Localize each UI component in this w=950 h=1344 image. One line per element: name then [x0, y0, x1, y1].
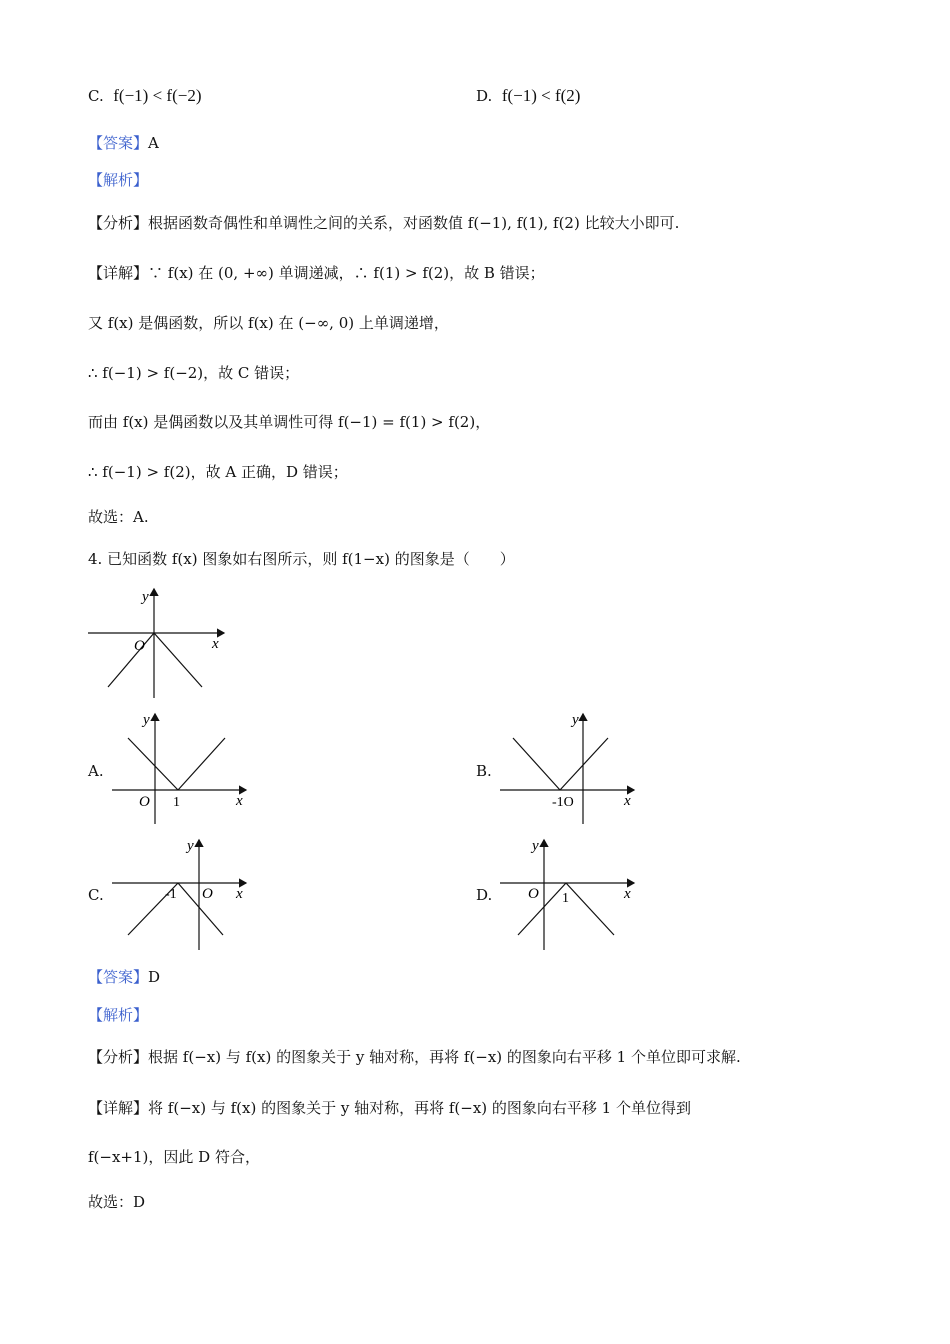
detail-prev-3: ∴ f(−1) > f(−2)，故 C 错误；	[88, 364, 300, 382]
svg-text:y: y	[572, 712, 579, 728]
question4-stem: 4. 已知函数 f(x) 图象如右图所示，则 f(1−x) 的图象是（ ）	[88, 550, 515, 568]
svg-text:-1: -1	[165, 887, 177, 902]
svg-text:O: O	[528, 886, 539, 902]
svg-text:1: 1	[562, 891, 569, 906]
fenxi-prev: 【分析】根据函数奇偶性和单调性之间的关系，对函数值 f(−1), f(1), f(2) 比较大小即可.	[88, 214, 680, 232]
svg-text:y: y	[532, 838, 539, 854]
svg-text:1: 1	[173, 795, 180, 810]
option-d: D. f(−1) < f(2)	[476, 86, 581, 105]
conclusion-q4: 故选：D	[88, 1193, 146, 1211]
right-branch	[154, 633, 202, 687]
detail-q4-1: 【详解】将 f(−x) 与 f(x) 的图象关于 y 轴对称，再将 f(−x) 的图象向右平移 1 个单位得到	[88, 1099, 691, 1117]
svg-text:O: O	[202, 886, 213, 902]
svg-text:y: y	[143, 712, 150, 728]
svg-text:x: x	[236, 886, 243, 902]
left-branch	[108, 633, 154, 687]
option-d-label: D.	[476, 886, 493, 904]
svg-text:x: x	[624, 886, 631, 902]
option-b-label: B.	[476, 762, 492, 780]
svg-text:x: x	[236, 793, 243, 809]
option-b-graph	[496, 710, 641, 828]
option-c-label: C.	[88, 886, 104, 904]
y-label: y	[142, 589, 149, 605]
main-graph	[84, 583, 234, 703]
detail-prev-5: ∴ f(−1) > f(2)，故 A 正确，D 错误；	[88, 463, 348, 481]
svg-text:x: x	[624, 793, 631, 809]
option-c-graph	[108, 836, 253, 954]
svg-text:-1O: -1O	[552, 795, 574, 810]
conclusion-prev: 故选：A.	[88, 508, 149, 526]
svg-text:y: y	[187, 838, 194, 854]
detail-prev-1: 【详解】∵ f(x) 在 (0, +∞) 单调递减，∴ f(1) > f(2)，故 B 错误；	[88, 264, 545, 282]
option-c: C. f(−1) < f(−2)	[88, 86, 202, 105]
x-label: x	[212, 636, 219, 652]
origin-label: O	[134, 638, 145, 654]
analysis-tag-prev: 【解析】	[88, 171, 149, 189]
analysis-tag-q4: 【解析】	[88, 1006, 149, 1024]
option-a-label: A.	[88, 762, 104, 780]
detail-prev-4: 而由 f(x) 是偶函数以及其单调性可得 f(−1) = f(1) > f(2)，	[88, 413, 491, 431]
svg-text:O: O	[139, 794, 150, 810]
fenxi-q4: 【分析】根据 f(−x) 与 f(x) 的图象关于 y 轴对称，再将 f(−x) 的图象向右平移 1 个单位即可求解.	[88, 1048, 741, 1066]
option-d-graph	[496, 836, 641, 954]
answer-line-prev: 【答案】A	[88, 134, 159, 152]
detail-q4-2: f(−x+1)，因此 D 符合，	[88, 1148, 260, 1166]
answer-line-q4: 【答案】D	[88, 968, 161, 986]
option-a-graph	[108, 710, 253, 828]
detail-prev-2: 又 f(x) 是偶函数，所以 f(x) 在 (−∞, 0) 上单调递增，	[88, 314, 449, 332]
